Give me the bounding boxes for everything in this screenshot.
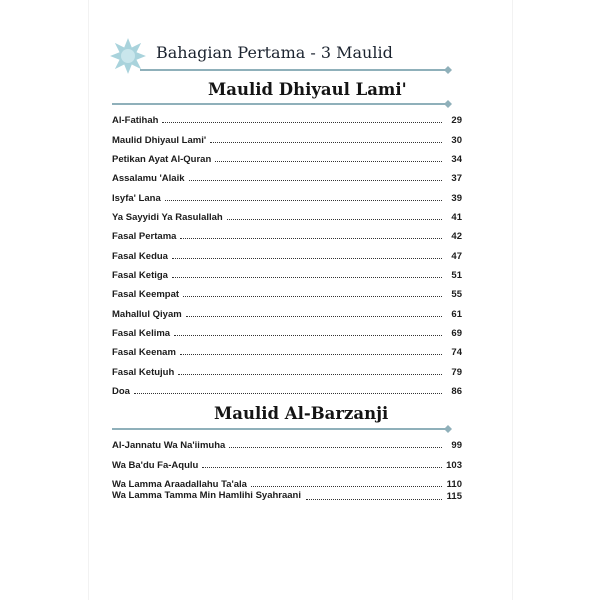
toc-entry[interactable] <box>112 242 462 261</box>
toc-entry-page: 41 <box>451 211 462 223</box>
section-title-al-barzanji: Maulid Al-Barzanji <box>214 404 389 423</box>
toc-entry-page: 37 <box>451 173 462 185</box>
toc-entry-label: Mahallul Qiyam <box>112 308 182 320</box>
toc-entry-label: Fasal Ketiga <box>112 269 168 281</box>
page-edge-left <box>88 0 89 600</box>
dot-leader <box>174 335 442 336</box>
dot-leader <box>180 354 442 355</box>
toc-entry[interactable] <box>112 204 462 223</box>
toc-entry[interactable] <box>112 432 462 451</box>
toc-entry-label: Fasal Kedua <box>112 250 168 262</box>
dot-leader <box>229 447 442 448</box>
toc-entry-page: 61 <box>451 308 462 320</box>
toc-entry[interactable] <box>112 339 462 358</box>
toc-entry[interactable] <box>112 281 462 300</box>
dot-leader <box>162 122 442 123</box>
toc-entry-page: 51 <box>451 269 462 281</box>
dot-leader <box>306 498 442 500</box>
toc-entry-page: 47 <box>451 250 462 262</box>
dot-leader <box>178 374 442 375</box>
toc-entry-page: 99 <box>451 440 462 452</box>
toc-entry-label: Wa Lamma Tamma Min Hamlihi Syahraani <box>112 489 301 501</box>
dot-leader <box>189 180 443 181</box>
toc-entry-page: 30 <box>451 134 462 146</box>
toc-entry-page: 39 <box>451 192 462 204</box>
part-title: Bahagian Pertama - 3 Maulid <box>156 43 393 62</box>
toc-entry-label: Fasal Pertama <box>112 231 177 243</box>
toc-entry[interactable] <box>112 165 462 184</box>
toc-entry[interactable] <box>112 378 462 397</box>
toc-list-dhiyaul-lami <box>112 107 462 397</box>
toc-entry[interactable] <box>112 126 462 145</box>
toc-entry[interactable] <box>112 223 462 242</box>
dot-leader <box>227 219 442 220</box>
toc-entry-label: Fasal Keenam <box>112 347 176 359</box>
dot-leader <box>180 238 442 239</box>
section-divider-dhiyaul-lami <box>112 103 446 105</box>
toc-entry-label: Wa Ba'du Fa-Aqulu <box>112 459 199 471</box>
toc-entry-label: Wa Lamma Araadallahu Ta'ala <box>112 478 247 490</box>
toc-entry[interactable] <box>112 471 462 490</box>
toc-entry-label: Ya Sayyidi Ya Rasulallah <box>112 211 223 223</box>
toc-entry-page: 86 <box>451 385 462 397</box>
dot-leader <box>134 393 442 394</box>
toc-entry-page: 103 <box>446 459 462 471</box>
toc-entry[interactable] <box>112 320 462 339</box>
dot-leader <box>172 258 442 259</box>
toc-entry[interactable] <box>112 300 462 319</box>
toc-entry-page: 29 <box>451 115 462 127</box>
section-divider-al-barzanji <box>112 428 446 430</box>
dot-leader <box>172 277 442 278</box>
toc-entry-label: Fasal Ketujuh <box>112 366 175 378</box>
toc-entry-label: Isyfa' Lana <box>112 192 161 204</box>
toc-entry-page: 115 <box>446 490 462 502</box>
dot-leader <box>186 316 442 317</box>
dot-leader <box>210 142 442 143</box>
toc-entry[interactable] <box>112 184 462 203</box>
page-edge-right <box>512 0 513 600</box>
dot-leader <box>202 467 442 468</box>
toc-entry-page: 34 <box>451 153 462 165</box>
toc-entry-label: Petikan Ayat Al-Quran <box>112 153 212 165</box>
toc-entry-label: Maulid Dhiyaul Lami' <box>112 134 207 146</box>
toc-entry[interactable] <box>112 490 462 520</box>
toc-entry-label: Doa <box>112 385 130 397</box>
toc-entry-page: 79 <box>451 366 462 378</box>
toc-entry[interactable] <box>112 358 462 377</box>
toc-list-al-barzanji <box>112 432 462 520</box>
toc-entry-label: Fasal Keempat <box>112 289 180 301</box>
toc-entry[interactable] <box>112 146 462 165</box>
section-title-dhiyaul-lami: Maulid Dhiyaul Lami' <box>208 80 407 99</box>
toc-entry[interactable] <box>112 107 462 126</box>
toc-entry-label: Fasal Kelima <box>112 327 171 339</box>
dot-leader <box>165 200 442 201</box>
dot-leader <box>183 296 442 297</box>
dot-leader <box>215 161 442 162</box>
toc-entry[interactable] <box>112 262 462 281</box>
toc-entry-label: Al-Fatihah <box>112 115 159 127</box>
toc-entry-label: Al-Jannatu Wa Na'iimuha <box>112 440 226 452</box>
toc-entry-label: Assalamu 'Alaik <box>112 173 185 185</box>
toc-entry-page: 42 <box>451 231 462 243</box>
header-divider <box>140 69 446 71</box>
dot-leader <box>251 486 442 487</box>
toc-entry-page: 74 <box>451 347 462 359</box>
toc-entry-page: 69 <box>451 327 462 339</box>
toc-entry-page: 110 <box>446 478 462 490</box>
toc-entry-page: 55 <box>451 289 462 301</box>
toc-entry[interactable] <box>112 451 462 470</box>
